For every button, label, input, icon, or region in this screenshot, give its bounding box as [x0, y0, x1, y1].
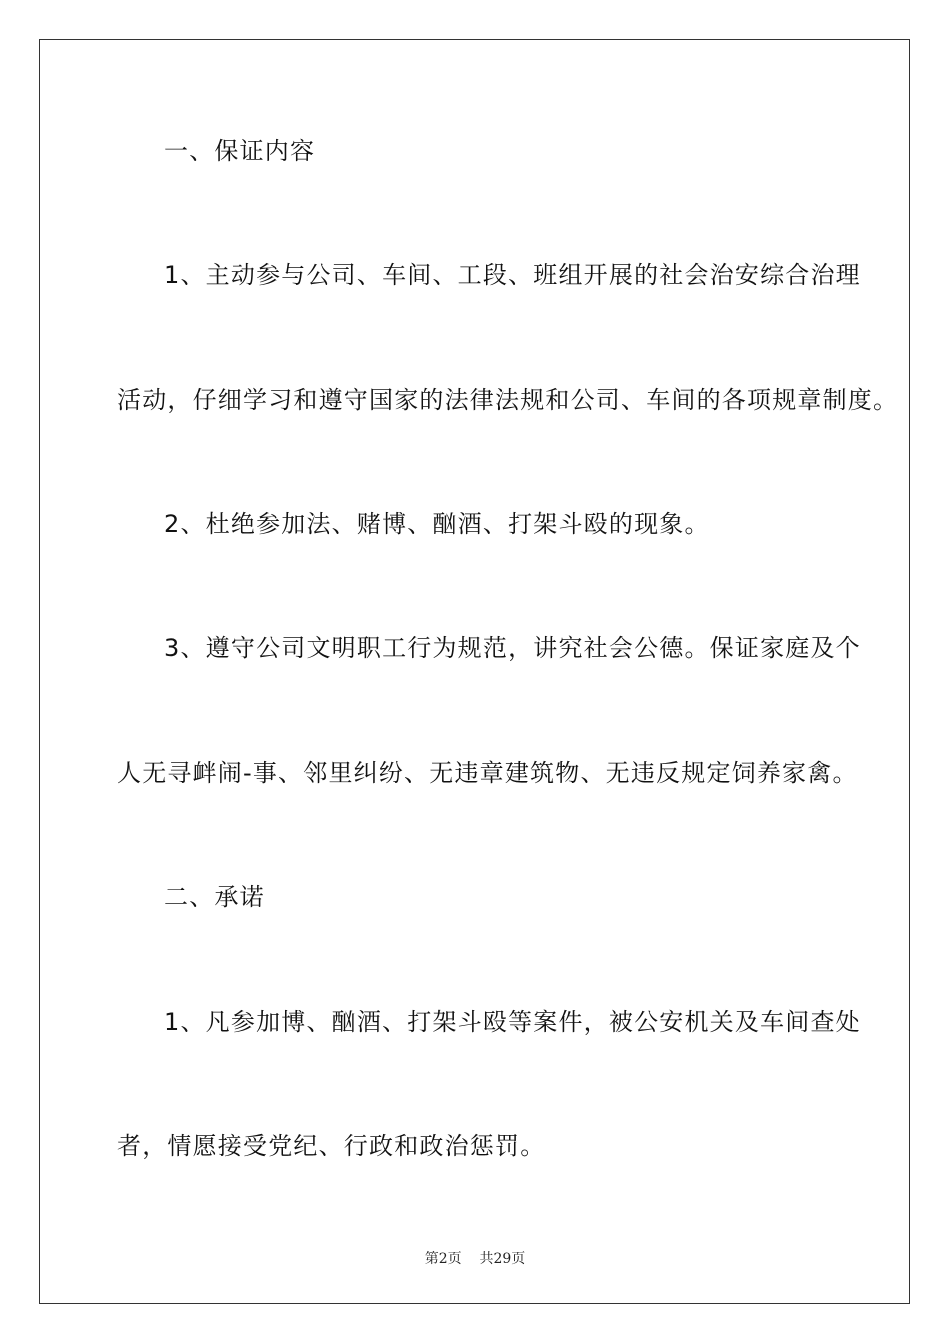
paragraph-line: 活动，仔细学习和遵守国家的法律法规和公司、车间的各项规章制度。 [117, 386, 899, 414]
paragraph-line: 1、凡参加博、酗酒、打架斗殴等案件，被公安机关及车间查处 [164, 1008, 861, 1036]
page-number: 第2页 [424, 1251, 462, 1267]
paragraph-line: 1、主动参与公司、车间、工段、班组开展的社会治安综合治理 [164, 261, 861, 289]
page-border [39, 39, 910, 1304]
paragraph-line: 3、遵守公司文明职工行为规范，讲究社会公德。保证家庭及个 [164, 634, 861, 662]
page-footer [0, 1248, 950, 1268]
paragraph-line: 人无寻衅闹-事、邻里纠纷、无违章建筑物、无违反规定饲养家禽。 [117, 759, 858, 787]
page-total: 共29页 [479, 1251, 526, 1267]
paragraph-line: 者，情愿接受党纪、行政和政治惩罚。 [117, 1132, 546, 1160]
section-heading-promise: 二、承诺 [164, 883, 265, 911]
paragraph-line: 2、杜绝参加法、赌博、酗酒、打架斗殴的现象。 [164, 510, 710, 538]
section-heading-guarantee: 一、保证内容 [164, 137, 316, 165]
